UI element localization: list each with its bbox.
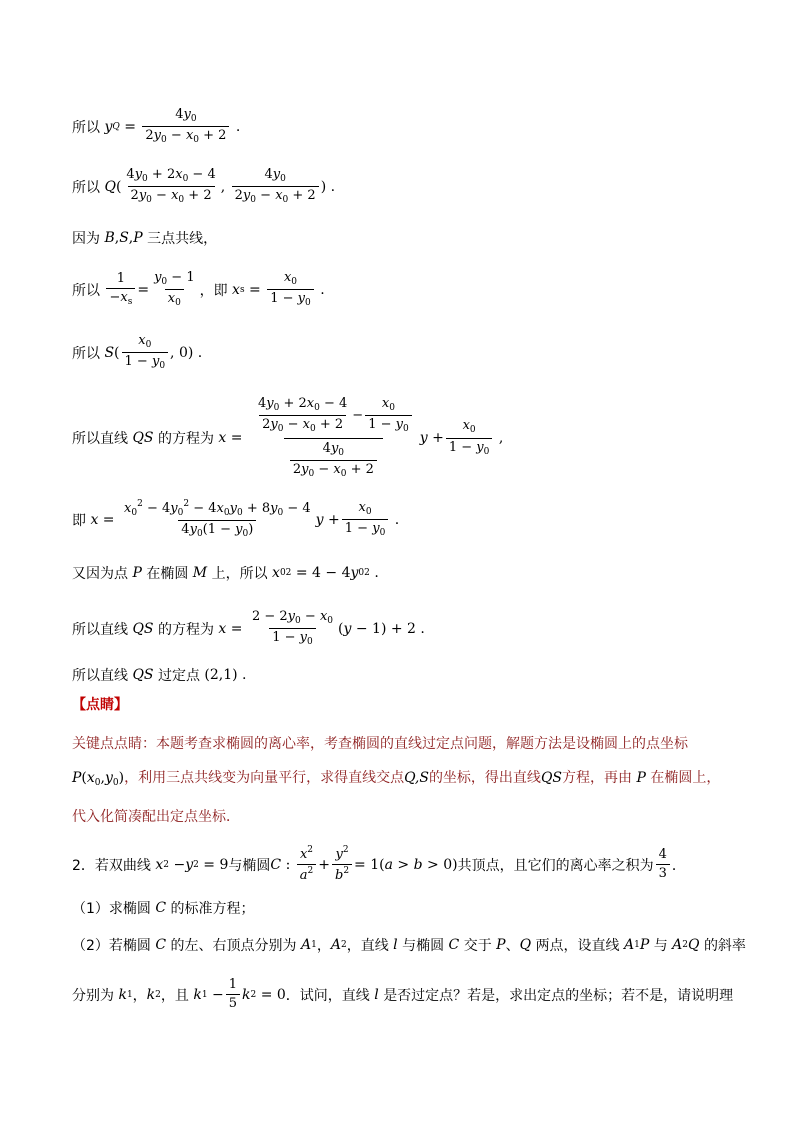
section-heading-dianjing: 【点睛】: [72, 697, 128, 713]
eq-q-coord: 所以 Q ( $\frac{4y_0 + 2x_0 - 4}{2y_0 - x_0 + 2}$ , $\frac{4y_0}{2y_0 - x_0 + 2}$ ) .: [72, 167, 336, 206]
key-point-note: 关键点点睛：本题考查求椭圆的离心率，考查椭圆的直线过定点问题，解题方法是设椭圆上的点坐标 $P(x_0,y_0)$，利用三点共线变为向量平行，求得直线交点Q,S的坐标，得出直线QS方程，再由 P 在椭圆上， 代入化简凑配出定点坐标．: [72, 736, 721, 825]
question-2-line-1: （2）若椭圆 C 的左、右顶点分别为 A 1 ， A 2 ，直线 l 与椭圆 C 交于 P 、 Q 两点，设直线 A 1 P 与 A 2 Q 的斜率: [72, 937, 746, 954]
eq-s-coord: 所以 S ( $\frac{x_0}{1 - y_0}$ , 0) .: [72, 333, 203, 372]
problem-2-statement: 2．若双曲线 x 2 − y 2 = 9 与椭圆 C : $\frac{x^2}{a^2}$ + $\frac{y^2}{b^2}$ = 1( a > b > 0) 共顶点，且它们的离心率之积为 $\frac{4}{3}$ ．: [72, 845, 686, 884]
eq-xs: 所以 $\frac{1}{-x_s}$ = $\frac{y_0 - 1}{x_0}$ ，即 x s = $\frac{x_0}{1 - y_0}$ .: [72, 270, 325, 309]
fixed-point-conclusion: 所以直线 QS 过定点 (2,1) .: [72, 667, 247, 684]
eq-line-qs-2: 即 x = $\frac{x_0^2 - 4y_0^2 - 4x_0y_0 + 8y_0 - 4}{4y_0(1 - y_0)}$ y + $\frac{x_0}{1 - y_0}$ .: [72, 499, 400, 540]
question-2-line-2: 分别为 k 1 ， k 2 ，且 k 1 − $\frac{1}{5}$ k 2 = 0 ．试问，直线 l 是否过定点？若是，求出定点的坐标；若不是，请说明理: [72, 977, 734, 1012]
eq-yq: 所以 y Q = $\frac{4y_0}{2y_0 - x_0 + 2}$ .: [72, 107, 241, 146]
collinear-statement: 因为 B , S , P 三点共线 ，: [72, 230, 218, 247]
eq-line-qs-3: 所以直线 QS 的方程为 x = $\frac{2 - 2y_0 - x_0}{1 - y_0}$ ( y − 1) + 2 .: [72, 609, 425, 648]
eq-line-qs-1: 所以直线 QS 的方程为 x = $\frac{4y_0 + 2x_0 - 4}{2y_0 - x_0 + 2}$ − $\frac{x_0}{1 - y_0}$ $\frac{4y_0}{2y_0 - x_0 + 2}$ y + $\frac{x_0}{1 - y_0}$ ,: [72, 396, 504, 479]
question-1: （1）求椭圆 C 的标准方程；: [72, 900, 255, 917]
eq-ellipse-condition: 又因为点 P 在椭圆 M 上，所以 x 0 2 = 4 − 4 y 0 2 .: [72, 565, 379, 582]
